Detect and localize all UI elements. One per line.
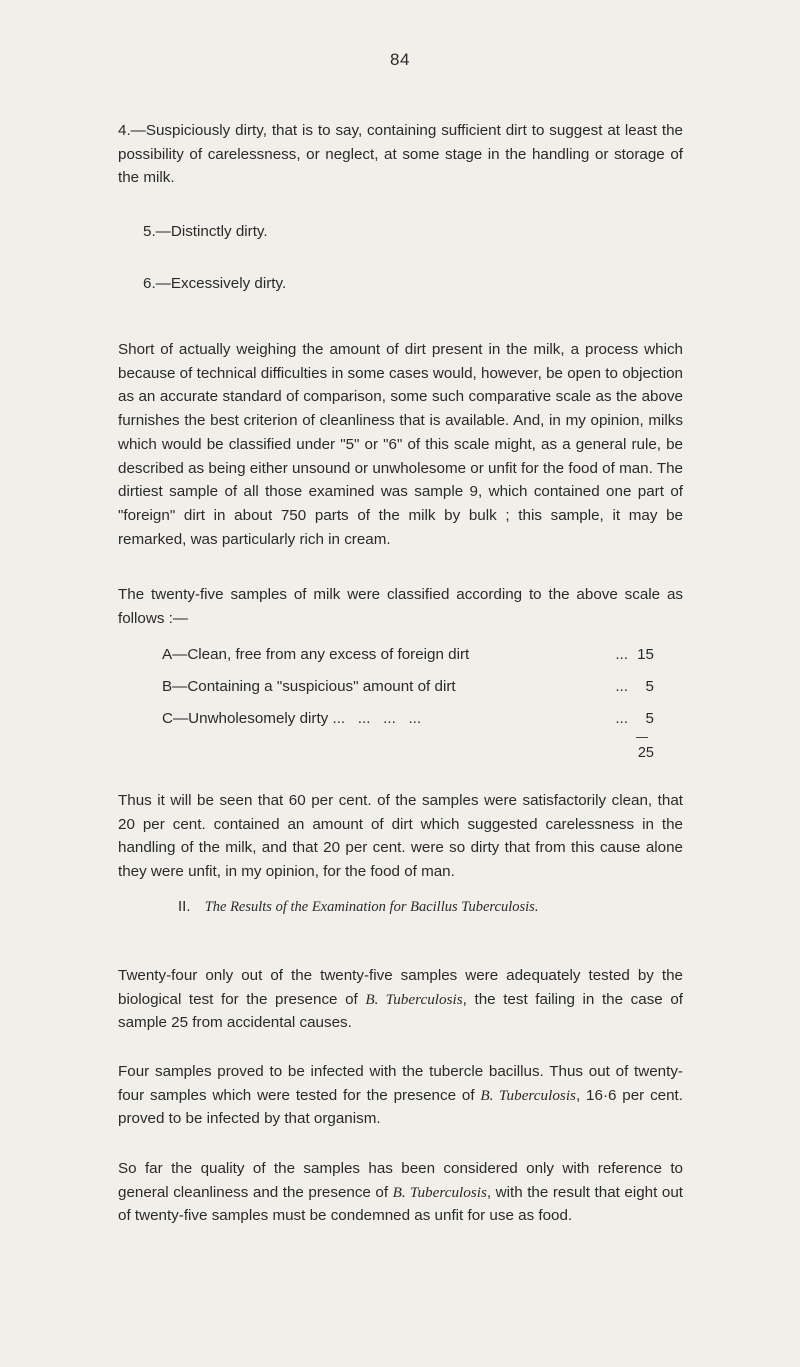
text-run: , with the result that eight out of twenty-five samples must be condemned as unfit for use as food.: [118, 1183, 683, 1225]
classification-count: 5: [645, 678, 654, 695]
classification-row-c: [162, 710, 654, 727]
section-number: II.: [178, 898, 191, 915]
classification-count: 5: [645, 710, 654, 727]
classification-row-b: [162, 678, 654, 695]
scale-item-4: 4.—Suspiciously dirty, that is to say, containing sufficient dirt to suggest at least the possibility of carelessness, or neglect, at some stage in the handling or storage of the milk.: [118, 122, 683, 187]
section-title: The Results of the Examination for Bacillus Tuberculosis.: [204, 899, 539, 915]
paragraph-classification-intro: The twenty-five samples of milk were classified according to the above scale as follows :—: [118, 586, 683, 627]
text-run: So far the quality of the samples has been considered only with reference to general cleanliness and the presence of: [118, 1160, 683, 1201]
scale-item-6: 6.—Excessively dirty.: [143, 275, 287, 292]
paragraph-conclusion: [118, 1157, 683, 1228]
text-run: Four samples proved to be infected with the tubercle bacillus. Thus out of twenty-four samples which were tested for the presence of: [118, 1063, 683, 1104]
page-number: 84: [390, 50, 410, 69]
scale-item-5: 5.—Distinctly dirty.: [143, 223, 268, 240]
text-run: , the test failing in the case of sample 25 from accidental causes.: [118, 990, 683, 1032]
leader-dots: ...: [615, 646, 628, 663]
paragraph-percentages: Thus it will be seen that 60 per cent. of the samples were satisfactorily clean, that 20 per cent. contained an amount of dirt which suggested carelessness in the handling of the milk, and that 20 per cent. were so dirty that from this cause alone they were unfit, in my opinion, for the food of man.: [118, 792, 683, 881]
leader-dots: ...: [615, 710, 628, 727]
text-run: Twenty-four only out of the twenty-five samples were adequately tested by the biological test for the presence of: [118, 967, 683, 1008]
classification-label: B—Containing a "suspicious" amount of dirt: [162, 678, 456, 695]
paragraph-biological-test: [118, 964, 683, 1035]
total-rule: [636, 737, 648, 738]
classification-row-a: [162, 646, 654, 663]
organism-name: B. Tuberculosis: [392, 1183, 487, 1201]
paragraph-dirt-comparison: Short of actually weighing the amount of dirt present in the milk, a process which because of technical difficulties in some cases would, however, be open to objection as an accurate standard of comparison, some such comparative scale as the above furnishes the best criterion of cleanliness that is available. And, in my opinion, milks which would be classified under "5" or "6" of this scale might, as a general rule, be described as being either unsound or unwholesome or unfit for the food of man. The dirtiest sample of all those examined was sample 9, which contained one part of "foreign" dirt in about 750 parts of the milk by bulk ; this sample, it may be remarked, was particularly rich in cream.: [118, 341, 683, 548]
classification-label: A—Clean, free from any excess of foreign dirt: [162, 646, 470, 663]
organism-name: B. Tuberculosis: [365, 990, 463, 1008]
text-run: , 16·6 per cent. proved to be infected by that organism.: [118, 1086, 684, 1128]
paragraph-infected-samples: [118, 1060, 683, 1131]
classification-count: 15: [637, 646, 654, 663]
organism-name: B. Tuberculosis: [480, 1086, 576, 1104]
classification-label: C—Unwholesomely dirty ... ... ... ...: [162, 710, 422, 727]
classification-total: 25: [637, 745, 654, 761]
leader-dots: ...: [615, 678, 628, 695]
section-heading: [178, 898, 538, 916]
